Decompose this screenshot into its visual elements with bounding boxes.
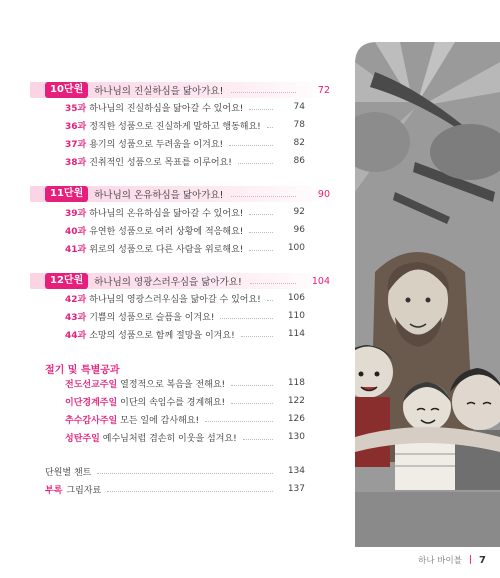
leader-dots [220, 318, 273, 319]
lesson-title: 하나님의 진실하심을 닮아갈 수 있어요! [89, 103, 244, 114]
leader-dots [97, 473, 273, 474]
lesson-page-number: 114 [287, 329, 305, 339]
appendix-prefix: 부록 [45, 485, 63, 496]
special-title: 열정적으로 복음을 전해요! [120, 379, 226, 390]
lesson-title: 하나님의 온유하심을 닮아갈 수 있어요! [89, 208, 244, 219]
unit-title: 하나님의 온유하심을 닮아가요! [94, 190, 224, 201]
lesson-row-35[interactable] [65, 100, 305, 114]
page-number: 7 [479, 554, 486, 566]
special-row-thanksgiving[interactable] [65, 412, 305, 426]
special-page-number: 118 [287, 378, 305, 388]
special-title: 이단의 속임수를 경계해요! [120, 397, 226, 408]
special-day-name: 추수감사주일 [65, 415, 118, 426]
unit-header-10[interactable] [30, 82, 330, 98]
lesson-number: 39과 [65, 208, 87, 219]
unit-title: 하나님의 진실하심을 닮아가요! [94, 86, 224, 97]
unit-title: 하나님의 영광스러우심을 닮아가요! [94, 277, 242, 288]
special-title: 예수님처럼 겸손히 이웃을 섬겨요! [102, 433, 237, 444]
leader-dots [231, 385, 273, 386]
lesson-row-37[interactable] [65, 136, 305, 150]
lesson-title: 기쁨의 성품으로 슬픔을 이겨요! [89, 312, 215, 323]
special-page-number: 126 [287, 414, 305, 424]
appendix-title: 그림자료 [66, 485, 102, 496]
leader-dots [249, 250, 273, 251]
unit-page-number: 90 [317, 188, 330, 200]
lesson-title: 위로의 성품으로 다른 사람을 위로해요! [89, 244, 244, 255]
special-day-name: 전도선교주일 [65, 379, 118, 390]
lesson-page-number: 86 [293, 156, 305, 166]
lesson-number: 42과 [65, 294, 87, 305]
lesson-row-40[interactable] [65, 223, 305, 237]
leader-dots [267, 127, 273, 128]
lesson-number: 43과 [65, 312, 87, 323]
leader-dots [243, 439, 273, 440]
special-row-christmas[interactable] [65, 430, 305, 444]
lesson-row-44[interactable] [65, 327, 305, 341]
lesson-title: 용기의 성품으로 두려움을 이겨요! [89, 139, 224, 150]
chant-page-number: 134 [287, 466, 305, 476]
leader-dots [250, 283, 296, 284]
unit-page-number: 72 [317, 84, 330, 96]
leader-dots [249, 109, 273, 110]
appendix-page-number: 137 [287, 484, 305, 494]
leader-dots [249, 214, 273, 215]
special-lessons-heading: 절기 및 특별공과 [45, 365, 120, 376]
lesson-number: 35과 [65, 103, 87, 114]
lesson-page-number: 92 [293, 207, 305, 217]
lesson-row-41[interactable] [65, 241, 305, 255]
lesson-row-36[interactable] [65, 118, 305, 132]
lesson-number: 37과 [65, 139, 87, 150]
lesson-page-number: 78 [293, 120, 305, 130]
lesson-row-38[interactable] [65, 154, 305, 168]
leader-dots [238, 163, 273, 164]
ground [355, 492, 500, 547]
unit-header-12[interactable] [30, 273, 330, 289]
special-row-mission[interactable] [65, 376, 305, 390]
leader-dots [231, 403, 273, 404]
lesson-title: 정직한 성품으로 진실하게 말하고 행동해요! [89, 121, 261, 132]
leader-dots [241, 336, 273, 337]
lesson-number: 40과 [65, 226, 87, 237]
special-page-number: 122 [287, 396, 305, 406]
leader-dots [205, 421, 273, 422]
leader-dots [229, 145, 273, 146]
leader-dots [231, 196, 296, 197]
lesson-number: 44과 [65, 330, 87, 341]
special-day-name: 이단경계주일 [65, 397, 118, 408]
lesson-title: 소망의 성품으로 함께 절망을 이겨요! [89, 330, 235, 341]
unit-header-11[interactable] [30, 186, 330, 202]
leader-dots [231, 92, 296, 93]
footer-separator: | [468, 555, 473, 565]
lesson-title: 진취적인 성품으로 목표를 이루어요! [89, 157, 232, 168]
lesson-number: 38과 [65, 157, 87, 168]
unit-badge: 10단원 [45, 82, 88, 98]
leader-dots [267, 300, 273, 301]
unit-page-number: 104 [311, 275, 330, 287]
lesson-page-number: 74 [293, 102, 305, 112]
special-page-number: 130 [287, 432, 305, 442]
leader-dots [249, 232, 273, 233]
page-footer [418, 554, 486, 566]
lesson-page-number: 82 [293, 138, 305, 148]
lesson-title: 유연한 성품으로 여러 상황에 적응해요! [89, 226, 244, 237]
lesson-page-number: 100 [287, 243, 305, 253]
jesus-with-children-illustration [355, 42, 500, 547]
unit-badge: 11단원 [45, 186, 88, 202]
chant-row[interactable] [45, 464, 305, 478]
book-title: 하나 바이블 [418, 556, 462, 566]
lesson-title: 하나님의 영광스러우심을 닮아갈 수 있어요! [89, 294, 261, 305]
lesson-page-number: 96 [293, 225, 305, 235]
unit-badge: 12단원 [45, 273, 88, 289]
special-day-name: 성탄주일 [65, 433, 100, 444]
lesson-page-number: 110 [287, 311, 305, 321]
appendix-row[interactable] [45, 482, 305, 496]
leader-dots [107, 491, 273, 492]
chant-title: 단원별 챈트 [45, 467, 92, 478]
lesson-page-number: 106 [287, 293, 305, 303]
lesson-row-42[interactable] [65, 291, 305, 305]
lesson-number: 41과 [65, 244, 87, 255]
lesson-row-39[interactable] [65, 205, 305, 219]
lesson-row-43[interactable] [65, 309, 305, 323]
special-title: 모든 일에 감사해요! [120, 415, 200, 426]
lesson-number: 36과 [65, 121, 87, 132]
special-row-heresy[interactable] [65, 394, 305, 408]
